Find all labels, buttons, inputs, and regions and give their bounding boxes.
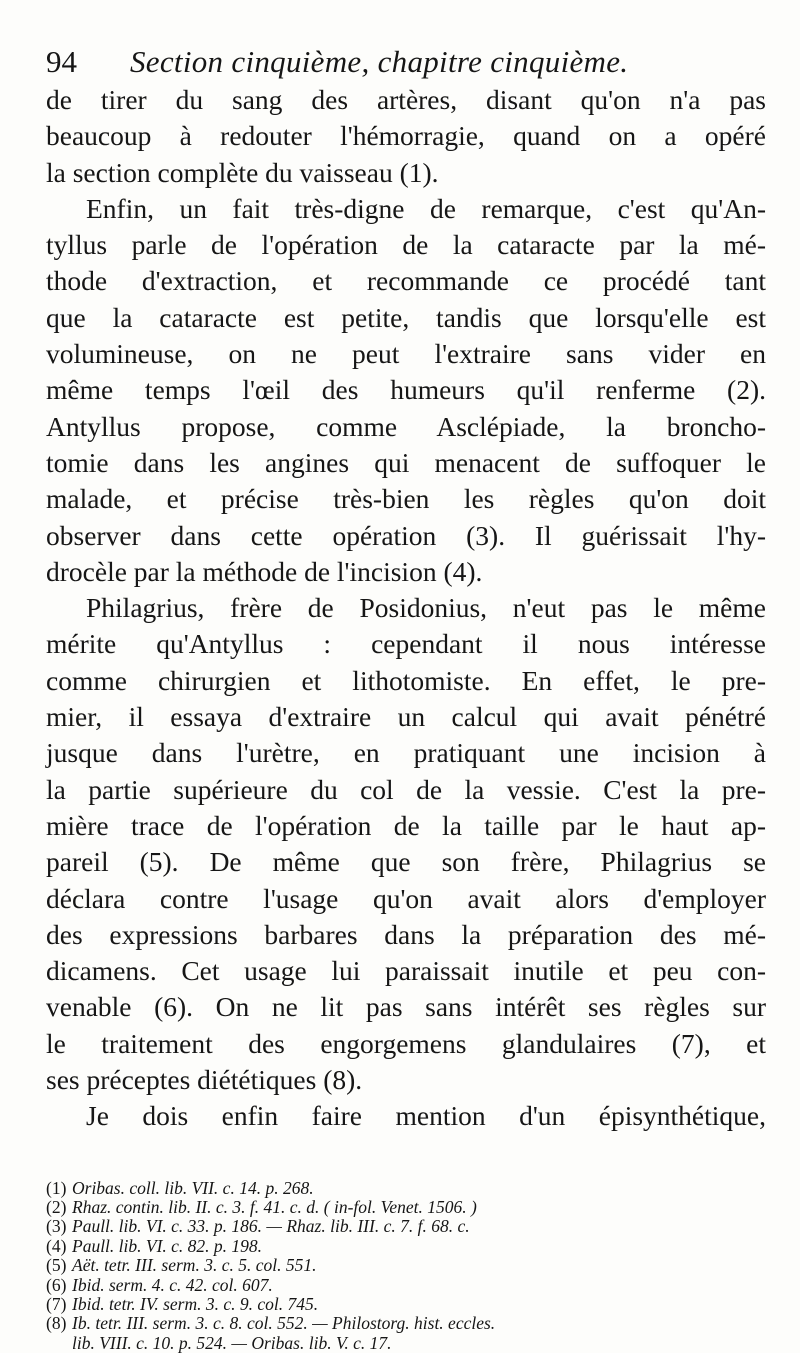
footnote-number: (4) <box>46 1235 67 1256</box>
footnote <box>46 1217 766 1236</box>
body-line: drocèle par la méthode de l'incision (4). <box>46 555 483 587</box>
footnote-number: (5) <box>46 1255 67 1276</box>
running-head <box>46 42 766 82</box>
body-line: ses préceptes diététiques (8). <box>46 1064 363 1096</box>
footnote-text: Aët. tetr. III. serm. 3. c. 5. col. 551. <box>72 1255 317 1276</box>
body-line: le traitement des engorgemens glandulaires (7), et <box>46 1027 766 1059</box>
footnote <box>46 1256 766 1275</box>
body-line: comme chirurgien et lithotomiste. En effet, le pre- <box>46 664 766 696</box>
body-line: même temps l'œil des humeurs qu'il renferme (2). <box>46 374 766 406</box>
footnote-text: Ib. tetr. III. serm. 3. c. 8. col. 552. — Philostorg. hist. eccles. <box>72 1313 496 1334</box>
body-line: tyllus parle de l'opération de la cataracte par la mé- <box>46 229 766 261</box>
body-line: mérite qu'Antyllus : cependant il nous intéresse <box>46 628 766 660</box>
running-head-title: Section cinquième, chapitre cinquième. <box>130 44 629 79</box>
footnote-text: Ibid. serm. 4. c. 42. col. 607. <box>72 1274 273 1295</box>
body-line: venable (6). On ne lit pas sans intérêt ses règles sur <box>46 991 766 1023</box>
footnote <box>46 1179 766 1198</box>
body-line: de tirer du sang des artères, disant qu'on n'a pas <box>46 84 766 115</box>
footnote <box>46 1237 766 1256</box>
body-line: que la cataracte est petite, tandis que lorsqu'elle est <box>46 301 766 333</box>
footnote-number: (6) <box>46 1274 67 1295</box>
body-line: observer dans cette opération (3). Il guérissait l'hy- <box>46 519 766 551</box>
body-line: volumineuse, on ne peut l'extraire sans vider en <box>46 338 766 370</box>
footnote-text: Rhaz. contin. lib. II. c. 3. f. 41. c. d. ( in-fol. Venet. 1506. ) <box>72 1197 477 1217</box>
footnote-text: lib. VIII. c. 10. p. 524. — Oribas. lib. V. c. 17. <box>72 1332 392 1353</box>
page-number: 94 <box>46 44 77 79</box>
body-line: malade, et précise très-bien les règles qu'on doit <box>46 483 766 515</box>
body-line: la partie supérieure du col de la vessie. C'est la pre- <box>46 773 766 805</box>
footnote-text: Paull. lib. VI. c. 33. p. 186. — Rhaz. lib. III. c. 7. f. 68. c. <box>72 1216 470 1237</box>
footnote-text: Oribas. coll. lib. VII. c. 14. p. 268. <box>72 1177 314 1198</box>
body-line: beaucoup à redouter l'hémorragie, quand on a opéré <box>46 120 766 152</box>
footnote <box>46 1276 766 1295</box>
body-text <box>46 82 766 1135</box>
footnote-number: (7) <box>46 1293 67 1314</box>
body-line: thode d'extraction, et recommande ce procédé tant <box>46 265 766 297</box>
footnote <box>46 1295 766 1314</box>
body-line: pareil (5). De même que son frère, Philagrius se <box>46 846 766 878</box>
footnote <box>46 1334 766 1353</box>
body-line: tomie dans les angines qui menacent de suffoquer le <box>46 446 766 478</box>
body-line: dicamens. Cet usage lui paraissait inutile et peu con- <box>46 955 766 987</box>
body-line: jusque dans l'urètre, en pratiquant une incision à <box>46 737 766 769</box>
footnote-number: (8) <box>46 1313 67 1334</box>
body-line: Je dois enfin faire mention d'un épisynthétique, <box>86 1100 766 1132</box>
footnote-number: (1) <box>46 1177 67 1198</box>
body-line: Antyllus propose, comme Asclépiade, la broncho- <box>46 410 766 442</box>
body-line: Philagrius, frère de Posidonius, n'eut pas le même <box>86 592 766 624</box>
footnote-text: Paull. lib. VI. c. 82. p. 198. <box>72 1235 263 1256</box>
body-line: déclara contre l'usage qu'on avait alors d'employer <box>46 882 766 914</box>
footnote <box>46 1198 766 1217</box>
footnote-number: (3) <box>46 1216 67 1237</box>
body-line: mier, il essaya d'extraire un calcul qui avait pénétré <box>46 701 766 733</box>
footnote-text: Ibid. tetr. IV. serm. 3. c. 9. col. 745. <box>72 1293 319 1314</box>
body-line: des expressions barbares dans la préparation des mé- <box>46 918 766 950</box>
body-line: mière trace de l'opération de la taille par le haut ap- <box>46 809 766 841</box>
footnote-number: (2) <box>46 1197 67 1217</box>
footnote <box>46 1314 766 1333</box>
body-line: Enfin, un fait très-digne de remarque, c'est qu'An- <box>86 192 766 224</box>
body-line: la section complète du vaisseau (1). <box>46 156 439 188</box>
